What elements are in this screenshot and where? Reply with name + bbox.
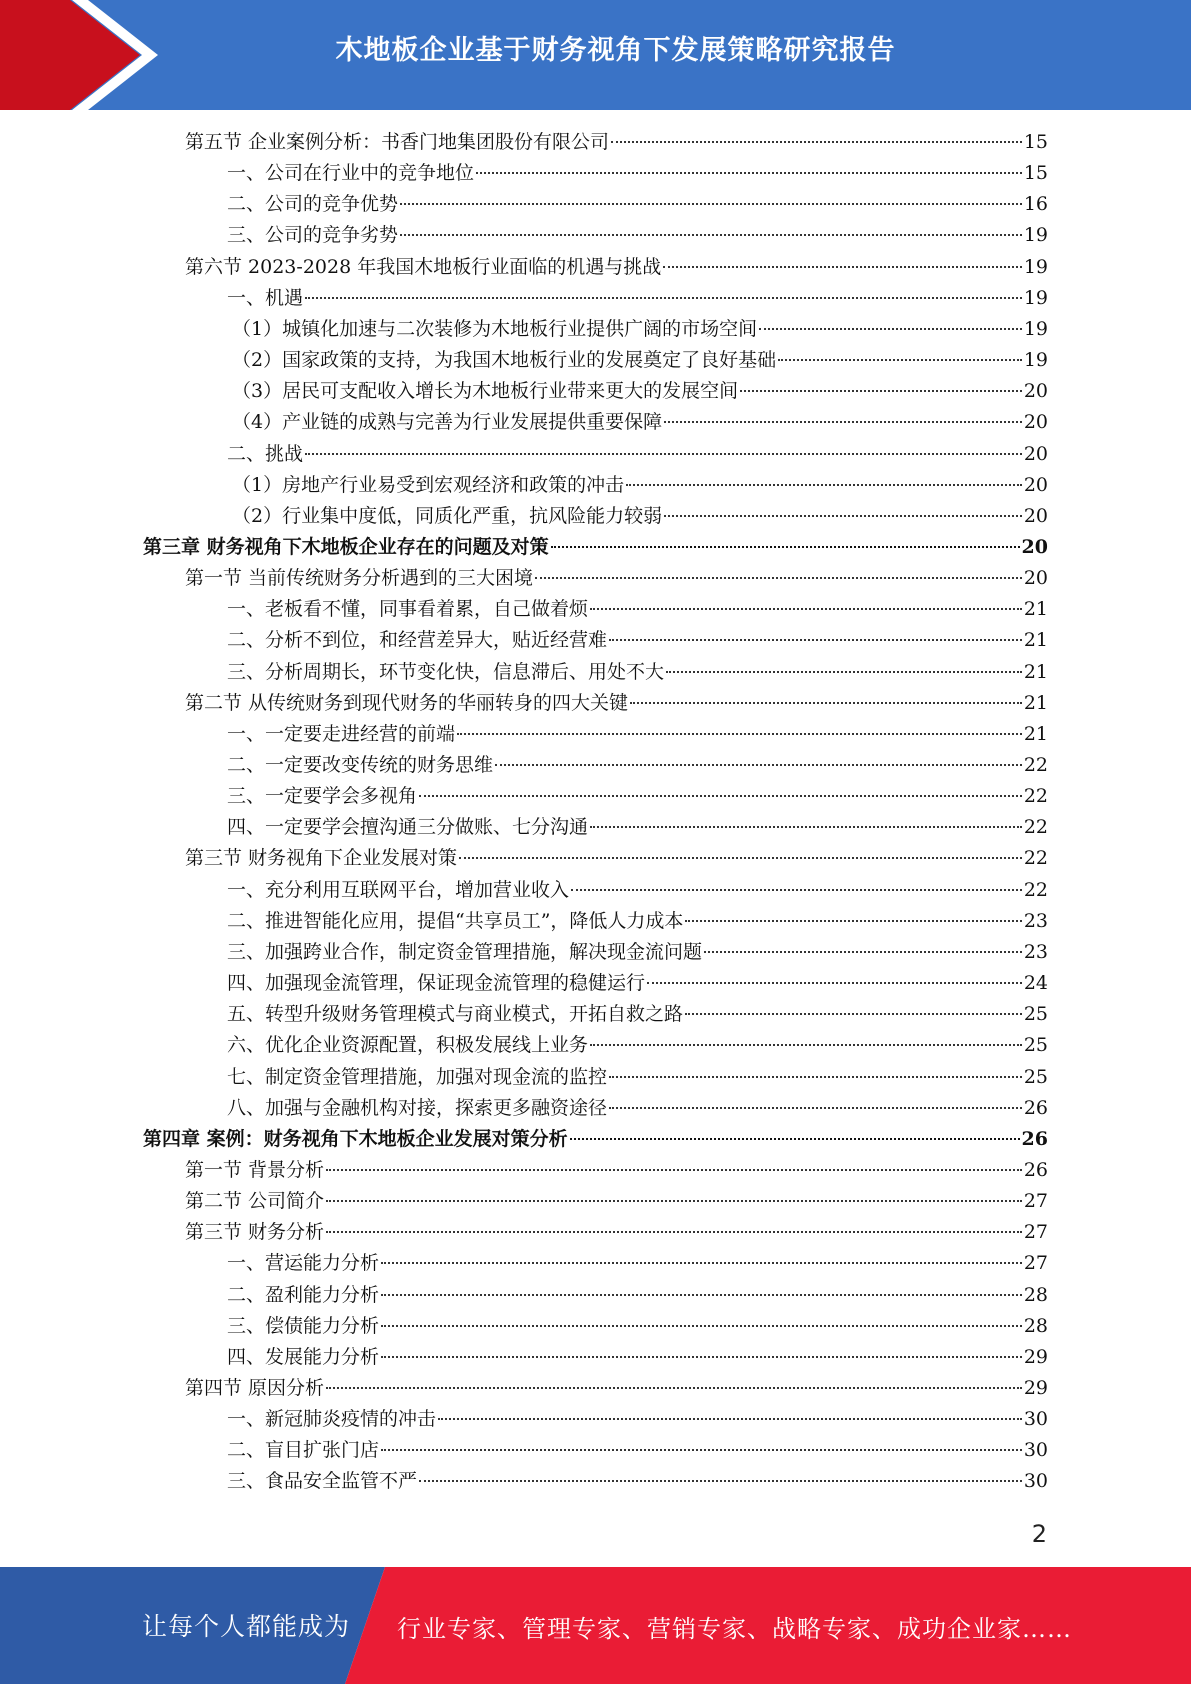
toc-entry-title: （3）居民可支配收入增长为木地板行业带来更大的发展空间	[232, 380, 739, 403]
toc-entry-page: 19	[1023, 255, 1048, 278]
toc-entry-title: 第二节 公司简介	[185, 1190, 325, 1213]
toc-dot-leader	[305, 297, 1022, 299]
toc-entry-title: 一、一定要走进经营的前端	[227, 722, 456, 745]
toc-entry-title: 三、一定要学会多视角	[227, 785, 418, 808]
toc-entry-page: 26	[1021, 1127, 1048, 1150]
toc-entry-page: 20	[1021, 535, 1048, 558]
toc-dot-leader	[495, 764, 1022, 766]
toc-entry-title: 三、加强跨业合作，制定资金管理措施，解决现金流问题	[227, 940, 703, 963]
toc-entry[interactable]	[227, 158, 1048, 189]
toc-entry[interactable]	[227, 625, 1048, 656]
toc-entry-title: 五、转型升级财务管理模式与商业模式，开拓自救之路	[227, 1003, 684, 1026]
toc-dot-leader	[609, 639, 1022, 641]
toc-entry-page: 15	[1023, 131, 1048, 153]
toc-dot-leader	[551, 546, 1020, 548]
toc-entry-title: 一、公司在行业中的竞争地位	[227, 162, 475, 185]
toc-entry-title: 第一节 背景分析	[185, 1158, 325, 1181]
toc-entry-page: 19	[1023, 349, 1048, 372]
toc-entry-page: 30	[1023, 1439, 1048, 1462]
toc-dot-leader	[740, 390, 1022, 392]
toc-entry-page: 22	[1023, 785, 1048, 808]
toc-entry-title: 一、新冠肺炎疫情的冲击	[227, 1408, 437, 1431]
toc-entry-page: 21	[1023, 660, 1048, 683]
toc-entry-page: 29	[1023, 1345, 1048, 1368]
toc-entry-title: 七、制定资金管理措施，加强对现金流的监控	[227, 1065, 608, 1088]
toc-dot-leader	[685, 1013, 1022, 1015]
toc-entry[interactable]	[185, 1217, 1048, 1248]
toc-dot-leader	[326, 1200, 1022, 1202]
toc-entry-title: 二、盈利能力分析	[227, 1283, 380, 1306]
toc-entry[interactable]	[227, 750, 1048, 781]
toc-dot-leader	[759, 328, 1022, 330]
toc-dot-leader	[400, 234, 1022, 236]
toc-entry-page: 30	[1023, 1408, 1048, 1431]
toc-entry-page: 28	[1023, 1283, 1048, 1306]
toc-entry-title: （2）行业集中度低，同质化严重，抗风险能力较弱	[232, 504, 663, 527]
toc-entry-title: 三、公司的竞争劣势	[227, 224, 399, 247]
toc-entry[interactable]	[227, 594, 1048, 625]
toc-entry[interactable]	[185, 1186, 1048, 1217]
toc-dot-leader	[590, 826, 1022, 828]
toc-entry[interactable]	[232, 501, 1048, 532]
toc-entry-page: 29	[1023, 1377, 1048, 1399]
toc-entry-page: 20	[1023, 442, 1048, 465]
toc-entry-page: 25	[1023, 1003, 1048, 1026]
toc-entry-title: 一、营运能力分析	[227, 1252, 380, 1275]
toc-entry-page: 28	[1023, 1314, 1048, 1337]
page-number: 2	[1031, 1520, 1047, 1548]
toc-entry[interactable]	[227, 189, 1048, 220]
toc-dot-leader	[663, 266, 1022, 268]
toc-entry-title: 第二节 从传统财务到现代财务的华丽转身的四大关键	[185, 691, 629, 714]
toc-entry[interactable]	[232, 470, 1048, 501]
toc-dot-leader	[419, 1480, 1022, 1482]
toc-dot-leader	[400, 203, 1022, 205]
toc-entry-page: 20	[1023, 473, 1048, 496]
toc-entry-page: 21	[1023, 598, 1048, 621]
toc-entry[interactable]	[227, 283, 1048, 314]
toc-dot-leader	[305, 453, 1022, 455]
toc-dot-leader	[666, 671, 1022, 673]
toc-entry[interactable]	[185, 1155, 1048, 1186]
toc-entry-page: 22	[1023, 878, 1048, 901]
toc-entry-title: 二、盲目扩张门店	[227, 1439, 380, 1462]
toc-entry[interactable]	[185, 252, 1048, 283]
toc-dot-leader	[326, 1169, 1022, 1171]
toc-entry[interactable]	[227, 1030, 1048, 1061]
toc-entry-title: 三、偿债能力分析	[227, 1314, 380, 1337]
toc-entry-title: 六、优化企业资源配置，积极发展线上业务	[227, 1034, 589, 1057]
page-footer	[0, 1567, 1191, 1684]
toc-dot-leader	[664, 515, 1022, 517]
toc-dot-leader	[381, 1356, 1022, 1358]
toc-dot-leader	[664, 421, 1022, 423]
toc-dot-leader	[630, 702, 1022, 704]
toc-entry[interactable]	[227, 968, 1048, 999]
toc-entry-title: 二、一定要改变传统的财务思维	[227, 754, 494, 776]
toc-entry[interactable]	[227, 1466, 1048, 1497]
toc-entry-page: 27	[1023, 1221, 1048, 1244]
toc-dot-leader	[611, 141, 1022, 143]
toc-dot-leader	[685, 920, 1021, 922]
toc-entry-title: 第三节 财务视角下企业发展对策	[185, 847, 458, 870]
toc-entry-title: 第三节 财务分析	[185, 1221, 325, 1244]
toc-entry-title: （4）产业链的成熟与完善为行业发展提供重要保障	[232, 411, 663, 434]
toc-entry[interactable]	[185, 563, 1048, 594]
toc-entry-title: 二、分析不到位，和经营差异大，贴近经营难	[227, 629, 608, 652]
toc-entry-page: 20	[1023, 380, 1048, 403]
toc-dot-leader	[457, 733, 1022, 735]
toc-entry-page: 23	[1023, 940, 1048, 963]
toc-entry[interactable]	[227, 781, 1048, 812]
toc-entry-title: （1）房地产行业易受到宏观经济和政策的冲击	[232, 473, 625, 496]
toc-entry-page: 22	[1023, 816, 1048, 839]
toc-entry-page: 27	[1023, 1190, 1048, 1213]
toc-entry-title: 第五节 企业案例分析：书香门地集团股份有限公司	[185, 131, 610, 153]
toc-entry[interactable]	[143, 1124, 1048, 1155]
toc-dot-leader	[381, 1325, 1022, 1327]
toc-entry[interactable]	[185, 127, 1048, 158]
toc-entry-title: 一、充分利用互联网平台，增加营业收入	[227, 878, 570, 901]
toc-entry[interactable]	[232, 345, 1048, 376]
toc-entry[interactable]	[232, 314, 1048, 345]
toc-entry-page: 16	[1023, 193, 1048, 216]
toc-entry-title: （1）城镇化加速与二次装修为木地板行业提供广阔的市场空间	[232, 317, 758, 340]
toc-entry-page: 21	[1023, 629, 1048, 652]
toc-dot-leader	[571, 889, 1022, 891]
toc-entry[interactable]	[227, 1062, 1048, 1093]
toc-entry[interactable]	[227, 1342, 1048, 1373]
toc-entry-title: 三、食品安全监管不严	[227, 1470, 418, 1493]
toc-dot-leader	[626, 484, 1022, 486]
toc-entry[interactable]	[227, 220, 1048, 251]
toc-dot-leader	[419, 795, 1022, 797]
toc-entry-page: 20	[1023, 567, 1048, 590]
toc-dot-leader	[381, 1262, 1022, 1264]
toc-entry-title: 第三章 财务视角下木地板企业存在的问题及对策	[143, 535, 549, 558]
toc-entry-page: 26	[1023, 1158, 1048, 1181]
toc-entry-page: 24	[1023, 972, 1048, 995]
toc-entry[interactable]	[227, 1280, 1048, 1311]
toc-entry[interactable]	[227, 657, 1048, 688]
toc-dot-leader	[778, 359, 1022, 361]
toc-entry[interactable]	[227, 1435, 1048, 1466]
toc-entry-page: 26	[1023, 1096, 1048, 1119]
footer-slogan: 让每个人都能成为	[142, 1612, 351, 1641]
toc-entry-page: 20	[1023, 504, 1048, 527]
toc-entry-title: 四、发展能力分析	[227, 1345, 380, 1368]
toc-dot-leader	[381, 1294, 1022, 1296]
toc-entry-title: 二、挑战	[227, 442, 304, 465]
toc-dot-leader	[609, 1076, 1022, 1078]
toc-entry-title: （2）国家政策的支持，为我国木地板行业的发展奠定了良好基础	[232, 349, 777, 372]
toc-dot-leader	[609, 1107, 1022, 1109]
toc-dot-leader	[326, 1387, 1022, 1389]
page-header	[0, 0, 1191, 110]
toc-entry[interactable]	[227, 1404, 1048, 1435]
toc-entry-page: 25	[1023, 1034, 1048, 1057]
toc-dot-leader	[590, 608, 1022, 610]
toc-entry-page: 20	[1023, 411, 1048, 434]
toc-dot-leader	[326, 1231, 1022, 1233]
toc-entry-page: 22	[1023, 754, 1048, 776]
toc-entry[interactable]	[227, 812, 1048, 843]
toc-entry-title: 四、加强现金流管理，保证现金流管理的稳健运行	[227, 972, 646, 995]
toc-entry-title: 一、机遇	[227, 286, 304, 309]
toc-entry-page: 19	[1023, 224, 1048, 247]
toc-entry-title: 四、一定要学会擅沟通三分做账、七分沟通	[227, 816, 589, 839]
footer-roles: 行业专家、管理专家、营销专家、战略专家、成功企业家……	[397, 1615, 1072, 1643]
toc-dot-leader	[647, 982, 1022, 984]
toc-entry-page: 21	[1023, 722, 1048, 745]
toc-dot-leader	[535, 577, 1022, 579]
toc-entry[interactable]	[227, 439, 1048, 470]
toc-entry-title: 第一节 当前传统财务分析遇到的三大困境	[185, 567, 534, 590]
toc-entry-title: 三、分析周期长，环节变化快，信息滞后、用处不大	[227, 660, 665, 683]
toc-entry-title: 第四章 案例：财务视角下木地板企业发展对策分析	[143, 1127, 568, 1150]
toc-entry-page: 22	[1023, 847, 1048, 870]
toc-entry-title: 二、推进智能化应用，提倡“共享员工”，降低人力成本	[227, 909, 684, 932]
toc-dot-leader	[476, 172, 1022, 174]
toc-dot-leader	[438, 1418, 1022, 1420]
toc-entry[interactable]	[227, 906, 1048, 937]
toc-entry-page: 25	[1023, 1065, 1048, 1088]
toc-entry[interactable]	[227, 1248, 1048, 1279]
toc-entry-page: 30	[1023, 1470, 1048, 1493]
toc-entry[interactable]	[185, 688, 1048, 719]
toc-entry-title: 一、老板看不懂，同事看着累，自己做着烦	[227, 598, 589, 621]
toc-entry-title: 八、加强与金融机构对接，探索更多融资途径	[227, 1096, 608, 1119]
toc-entry-page: 27	[1023, 1252, 1048, 1275]
toc-entry-page: 15	[1023, 162, 1048, 185]
toc-dot-leader	[381, 1449, 1022, 1451]
toc-entry[interactable]	[227, 1093, 1048, 1124]
toc-entry-page: 21	[1023, 691, 1048, 714]
report-title: 木地板企业基于财务视角下发展策略研究报告	[335, 35, 896, 66]
toc-entry-title: 二、公司的竞争优势	[227, 193, 399, 216]
toc-entry[interactable]	[143, 532, 1048, 563]
toc-entry-title: 第六节 2023-2028 年我国木地板行业面临的机遇与挑战	[185, 255, 662, 278]
toc-entry-page: 19	[1023, 286, 1048, 309]
toc-dot-leader	[590, 1044, 1022, 1046]
toc-dot-leader	[459, 857, 1022, 859]
toc-entry[interactable]	[227, 937, 1048, 968]
toc-entry-page: 19	[1023, 317, 1048, 340]
toc-entry[interactable]	[185, 1373, 1048, 1404]
toc-dot-leader	[704, 951, 1022, 953]
toc-entry[interactable]	[232, 407, 1048, 438]
toc-entry[interactable]	[227, 999, 1048, 1030]
toc-entry-page: 23	[1023, 909, 1048, 932]
toc-entry-title: 第四节 原因分析	[185, 1377, 325, 1399]
toc-entry[interactable]	[227, 719, 1048, 750]
toc-entry[interactable]	[227, 875, 1048, 906]
toc-dot-leader	[570, 1138, 1020, 1140]
toc-entry[interactable]	[185, 843, 1048, 874]
toc-entry[interactable]	[232, 376, 1048, 407]
toc-entry[interactable]	[227, 1311, 1048, 1342]
